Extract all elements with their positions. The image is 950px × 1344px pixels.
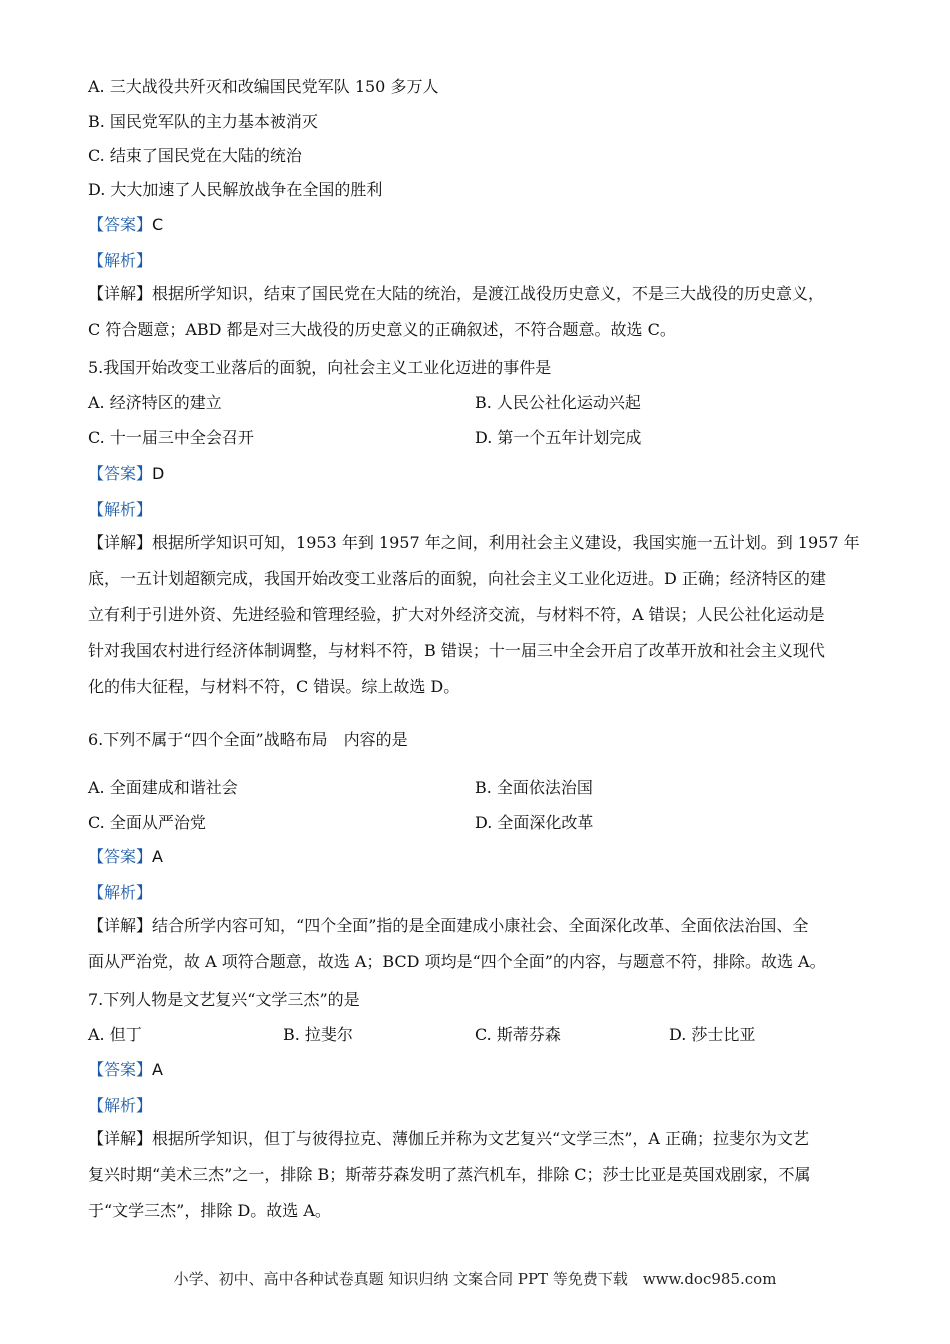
q5-option-c: C. 十一届三中全会召开 xyxy=(88,428,254,447)
q7-option-a: A. 但丁 xyxy=(88,1025,142,1044)
q4-detail xyxy=(88,276,864,348)
q6-detail xyxy=(88,908,864,980)
detail-line: 针对我国农村进行经济体制调整，与材料不符，B 错误；十一届三中全会开启了改革开放和社会主义现代 xyxy=(88,641,825,660)
detail-line: 面从严治党，故 A 项符合题意，故选 A；BCD 项均是“四个全面”的内容，与题意不符，排除。故选 A。 xyxy=(88,952,826,971)
detail-line: 结合所学内容可知，“四个全面”指的是全面建成小康社会、全面深化改革、全面依法治国、全 xyxy=(152,916,809,935)
answer-value: A xyxy=(152,1060,163,1079)
q5-detail xyxy=(88,525,864,705)
answer-value: C xyxy=(152,215,164,234)
answer-tag: 【答案】 xyxy=(88,847,153,866)
q6-answer xyxy=(88,846,163,868)
detail-line: C 符合题意；ABD 都是对三大战役的历史意义的正确叙述，不符合题意。故选 C。 xyxy=(88,320,676,339)
q7-analysis-tag: 【解析】 xyxy=(88,1096,153,1115)
q4-analysis-tag: 【解析】 xyxy=(88,251,153,270)
detail-line: 立有利于引进外资、先进经验和管理经验，扩大对外经济交流，与材料不符，A 错误；人民公社化运动是 xyxy=(88,605,825,624)
q7-option-c: C. 斯蒂芬森 xyxy=(475,1025,561,1044)
q5-option-a: A. 经济特区的建立 xyxy=(88,393,222,412)
q6-option-d: D. 全面深化改革 xyxy=(475,813,594,832)
detail-line: 底，一五计划超额完成，我国开始改变工业落后的面貌，向社会主义工业化迈进。D 正确；经济特区的建 xyxy=(88,569,826,588)
detail-line: 化的伟大征程，与材料不符，C 错误。综上故选 D。 xyxy=(88,677,460,696)
q6-option-c: C. 全面从严治党 xyxy=(88,813,206,832)
answer-tag: 【答案】 xyxy=(88,464,153,483)
q5-question: 5.我国开始改变工业落后的面貌，向社会主义工业化迈进的事件是 xyxy=(88,358,552,377)
q7-detail xyxy=(88,1121,864,1229)
answer-value: D xyxy=(152,464,165,483)
q6-question: 6.下列不属于“四个全面”战略布局 内容的是 xyxy=(88,730,408,749)
detail-tag: 【详解】 xyxy=(88,916,153,935)
q6-analysis-tag: 【解析】 xyxy=(88,883,153,902)
q7-question: 7.下列人物是文艺复兴“文学三杰”的是 xyxy=(88,990,360,1009)
q4-option-b: B. 国民党军队的主力基本被消灭 xyxy=(88,112,318,131)
detail-tag: 【详解】 xyxy=(88,1129,153,1148)
detail-line: 根据所学知识，但丁与彼得拉克、薄伽丘并称为文艺复兴“文学三杰”，A 正确；拉斐尔为文艺 xyxy=(152,1129,810,1148)
detail-line: 根据所学知识可知，1953 年到 1957 年之间，利用社会主义建设，我国实施一五计划。到 1957 年 xyxy=(152,533,860,552)
q5-analysis-tag: 【解析】 xyxy=(88,500,153,519)
detail-line: 于“文学三杰”，排除 D。故选 A。 xyxy=(88,1201,331,1220)
q6-option-b: B. 全面依法治国 xyxy=(475,778,593,797)
q4-option-c: C. 结束了国民党在大陆的统治 xyxy=(88,146,302,165)
detail-line: 根据所学知识，结束了国民党在大陆的统治，是渡江战役历史意义，不是三大战役的历史意义， xyxy=(152,284,825,303)
q6-option-a: A. 全面建成和谐社会 xyxy=(88,778,238,797)
detail-line: 复兴时期“美术三杰”之一，排除 B；斯蒂芬森发明了蒸汽机车，排除 C；莎士比亚是英国戏剧家，不属 xyxy=(88,1165,811,1184)
page-footer: 小学、初中、高中各种试卷真题 知识归纳 文案合同 PPT 等免费下载 www.doc985.com xyxy=(173,1270,777,1288)
q4-answer xyxy=(88,214,163,236)
answer-tag: 【答案】 xyxy=(88,215,153,234)
q7-answer xyxy=(88,1059,163,1081)
q4-option-d: D. 大大加速了人民解放战争在全国的胜利 xyxy=(88,180,383,199)
q7-option-d: D. 莎士比亚 xyxy=(669,1025,756,1044)
answer-value: A xyxy=(152,847,163,866)
q5-option-b: B. 人民公社化运动兴起 xyxy=(475,393,641,412)
q5-answer xyxy=(88,463,164,485)
detail-tag: 【详解】 xyxy=(88,284,153,303)
q5-option-d: D. 第一个五年计划完成 xyxy=(475,428,642,447)
detail-tag: 【详解】 xyxy=(88,533,153,552)
answer-tag: 【答案】 xyxy=(88,1060,153,1079)
q4-option-a: A. 三大战役共歼灭和改编国民党军队 150 多万人 xyxy=(88,77,439,96)
q7-option-b: B. 拉斐尔 xyxy=(283,1025,353,1044)
